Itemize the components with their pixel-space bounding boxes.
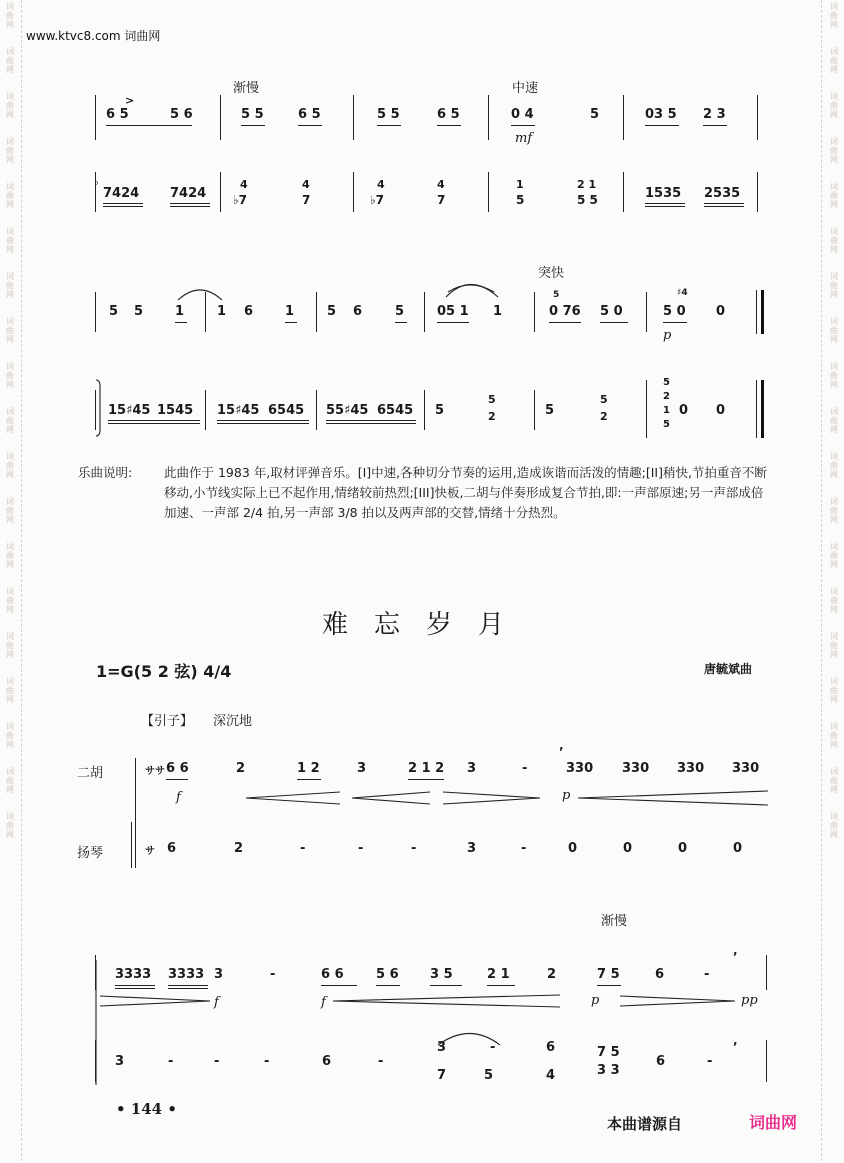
watermark-text: 词曲网 — [829, 227, 839, 254]
note-group: 0 76 — [549, 304, 581, 319]
chord-stack: 5 2 1 5 — [663, 377, 670, 430]
page-number: • 144 • — [116, 1100, 177, 1118]
part-name-erhu: 二胡 — [77, 766, 104, 781]
chord-note: 1 — [516, 178, 524, 191]
note-group: 05 1 — [437, 304, 469, 319]
watermark-text: 词曲网 — [829, 272, 839, 299]
breath-mark: ’ — [733, 950, 738, 964]
dynamic-mark: p — [562, 788, 571, 803]
note: 6 — [353, 304, 363, 319]
dash: - — [521, 841, 527, 856]
chord-note: 4 — [437, 178, 445, 191]
dash: - — [358, 841, 364, 856]
description-text: 此曲作于 1983 年,取材评弹音乐。[I]中速,各种切分节奏的运用,造成诙谐而活泼的情趣;[II]稍快,节拍重音不断移动,小节线实际上已不起作用,情绪较前热烈;[III]快板,二胡与伴奏形成复合节拍,即:一声部原速;另一声部成倍加速、一声部 2/4 拍,另一声部 3/8 拍以及两声部的交替,情绪十分热烈。 — [164, 465, 767, 520]
note: 6 — [546, 1040, 556, 1055]
dash: - — [300, 841, 306, 856]
watermark-text: 词曲网 — [829, 47, 839, 74]
watermark-text: 词曲网 — [5, 227, 15, 254]
dynamic-mark: f — [176, 790, 181, 805]
dynamic-mark: p — [663, 328, 672, 343]
brace — [96, 380, 100, 436]
dash: - — [707, 1054, 713, 1069]
watermark-text: 词曲网 — [829, 452, 839, 479]
dynamic-mark: p — [591, 993, 600, 1008]
watermark-text: 词曲网 — [829, 2, 839, 29]
note: 3 — [115, 1054, 125, 1069]
flat-sign: ♭ — [94, 177, 99, 188]
watermark-text: 词曲网 — [5, 767, 15, 794]
rest: 0 — [623, 841, 633, 856]
key-signature: 1=G(5 2 弦) 4/4 — [96, 662, 232, 681]
watermark-text: 词曲网 — [5, 542, 15, 569]
breath-mark: ’ — [559, 745, 564, 759]
slur — [448, 285, 494, 292]
note: 3 — [357, 761, 367, 776]
dynamic-mark: mf — [515, 131, 533, 146]
note: 5 — [435, 403, 445, 418]
crescendo-hairpin — [333, 995, 560, 1007]
dash: - — [270, 967, 276, 982]
chord-note: ♭7 — [233, 193, 248, 207]
watermark-text: 词曲网 — [5, 722, 15, 749]
dynamic-mark: f — [321, 995, 326, 1010]
note-group: 6 5 — [298, 107, 321, 122]
watermark-text: 词曲网 — [5, 272, 15, 299]
grace-note: 5 — [553, 290, 560, 300]
watermark-text: 词曲网 — [829, 182, 839, 209]
dash: - — [522, 761, 528, 776]
dash: - — [214, 1054, 220, 1069]
watermark-text: 词曲网 — [829, 587, 839, 614]
note-group: 5 0 — [600, 304, 623, 319]
watermark-text: 词曲网 — [829, 317, 839, 344]
note: 6 — [656, 1054, 666, 1069]
note-group: 2535 — [704, 186, 741, 201]
note: 5 — [327, 304, 337, 319]
slur — [178, 290, 222, 300]
source-note: 本曲谱源自 — [607, 1115, 683, 1133]
chord-note: ♭7 — [370, 193, 385, 207]
watermark-text: 词曲网 — [5, 632, 15, 659]
note: 2 — [236, 761, 246, 776]
note-group: 15♯45 — [108, 403, 151, 418]
chord-note: 7 — [302, 193, 311, 207]
note: 5 — [109, 304, 119, 319]
site-logo[interactable]: 词曲网 — [749, 1113, 798, 1132]
chord-note: 5 — [516, 193, 525, 207]
note-group: 6 5 — [437, 107, 460, 122]
watermark-text: 词曲网 — [829, 362, 839, 389]
watermark-text: 词曲网 — [829, 767, 839, 794]
slur — [446, 285, 498, 298]
note: 1 — [175, 304, 185, 319]
note-group: 03 5 — [645, 107, 677, 122]
chord-note: 5 — [488, 393, 496, 406]
note: 3 — [467, 841, 477, 856]
note: 6 — [167, 841, 177, 856]
watermark-text: 词曲网 — [5, 137, 15, 164]
note: 6 — [244, 304, 254, 319]
chord-note: 4 — [302, 178, 310, 191]
dash: - — [704, 967, 710, 982]
watermark-text: 词曲网 — [5, 452, 15, 479]
chord-note: 2 — [488, 410, 496, 423]
note: 5 — [484, 1068, 494, 1083]
watermark-text: 词曲网 — [5, 47, 15, 74]
note: 1 — [217, 304, 227, 319]
key-sign: ♯4 — [677, 288, 688, 298]
note-group: 1 2 — [297, 761, 320, 776]
note-group: 6 6 — [321, 967, 344, 982]
watermark-text: 词曲网 — [5, 812, 15, 839]
note-group: 5 5 — [241, 107, 264, 122]
watermark-text: 词曲网 — [5, 2, 15, 29]
watermark-text: 词曲网 — [5, 677, 15, 704]
diminuendo-hairpin — [620, 996, 735, 1006]
note-group: 330 — [622, 761, 650, 776]
chord-note: 5 — [600, 393, 608, 406]
note: 2 — [547, 967, 557, 982]
tuning-mark: ササ — [145, 766, 165, 777]
note: 6 — [655, 967, 665, 982]
crescendo-hairpin — [578, 791, 768, 805]
note: 5 — [134, 304, 144, 319]
chord-note: 2 — [600, 410, 608, 423]
note: 1 — [493, 304, 503, 319]
dynamic-mark: f — [214, 995, 219, 1010]
note-group: 3333 — [115, 967, 152, 982]
dash: - — [378, 1054, 384, 1069]
chord-note: 4 — [377, 178, 385, 191]
diminuendo-hairpin — [443, 792, 540, 804]
note-group: 6 6 — [166, 761, 189, 776]
note: 4 — [546, 1068, 556, 1083]
note-group: 5 6 — [376, 967, 399, 982]
tempo-mark: 渐慢 — [601, 914, 628, 929]
note: 7 — [437, 1068, 447, 1083]
crescendo-hairpin — [246, 792, 340, 804]
note-group: 330 — [677, 761, 705, 776]
note: 3 — [437, 1040, 447, 1055]
watermark-text: 词曲网 — [5, 497, 15, 524]
watermark-text: 词曲网 — [5, 92, 15, 119]
chord-note: 5 5 — [577, 193, 598, 207]
watermark-text: 词曲网 — [829, 542, 839, 569]
chord-note: 2 1 — [577, 178, 597, 191]
note-group: 3 5 — [430, 967, 453, 982]
note-group: 2 1 — [487, 967, 510, 982]
note: 5 — [395, 304, 405, 319]
rest: 0 — [733, 841, 743, 856]
tempo-mark: 渐慢 — [233, 81, 260, 96]
watermark-text: 词曲网 — [5, 182, 15, 209]
note-group: 330 — [732, 761, 760, 776]
note: 0 — [679, 403, 689, 418]
section-label: 【引子】 — [141, 714, 194, 729]
note-group: 2 1 2 — [408, 761, 445, 776]
watermark-text: 词曲网 — [829, 497, 839, 524]
watermark-text: 词曲网 — [5, 407, 15, 434]
breath-mark: ’ — [733, 1040, 738, 1054]
rest: 0 — [678, 841, 688, 856]
site-header[interactable]: www.ktvc8.com 词曲网 — [26, 29, 161, 43]
note-group: 330 — [566, 761, 594, 776]
note-group: 1545 — [157, 403, 194, 418]
rest: 0 — [568, 841, 578, 856]
song-title: 难忘岁月 — [322, 610, 531, 640]
watermark-text: 词曲网 — [829, 632, 839, 659]
slur — [438, 1034, 500, 1046]
note: 3 — [214, 967, 224, 982]
watermark-text: 词曲网 — [829, 92, 839, 119]
note-group: 7424 — [103, 186, 140, 201]
dash: - — [264, 1054, 270, 1069]
watermark-text: 词曲网 — [5, 362, 15, 389]
watermark-text: 词曲网 — [829, 677, 839, 704]
tuning-mark: サ — [145, 846, 155, 857]
watermark-text: 词曲网 — [829, 812, 839, 839]
note: 6 — [322, 1054, 332, 1069]
note-group: 3 3 — [597, 1063, 620, 1078]
note-group: 5 — [590, 107, 600, 122]
note-group: 5 6 — [170, 107, 193, 122]
note-group: 6545 — [377, 403, 414, 418]
note-group: 15♯45 — [217, 403, 260, 418]
watermark-text: 词曲网 — [5, 317, 15, 344]
dash: - — [168, 1054, 174, 1069]
chord-note: 4 — [240, 178, 248, 191]
note-group: 5 5 — [377, 107, 400, 122]
diminuendo-hairpin — [100, 996, 210, 1006]
note: 0 — [716, 304, 726, 319]
note: 2 — [234, 841, 244, 856]
expression-mark: 深沉地 — [213, 714, 253, 729]
note-group: 7424 — [170, 186, 207, 201]
note: 0 — [716, 403, 726, 418]
tempo-mark: 中速 — [512, 81, 539, 96]
note-group: 0 4 — [511, 107, 534, 122]
note-group: 2 3 — [703, 107, 726, 122]
note-group: 1535 — [645, 186, 682, 201]
dash: - — [490, 1040, 496, 1055]
composer-credit: 唐毓斌曲 — [704, 662, 753, 676]
watermark-text: 词曲网 — [829, 722, 839, 749]
note-group: 5 0 — [663, 304, 686, 319]
watermark-text: 词曲网 — [829, 407, 839, 434]
dynamic-mark: pp — [741, 993, 758, 1008]
note-group: 55♯45 — [326, 403, 369, 418]
watermark-text: 词曲网 — [829, 137, 839, 164]
crescendo-hairpin — [352, 792, 430, 804]
note-group: 7 5 — [597, 967, 620, 982]
note-group: 6545 — [268, 403, 305, 418]
note-group: 7 5 — [597, 1045, 620, 1060]
dash: - — [411, 841, 417, 856]
accent-mark: > — [125, 94, 135, 107]
watermark-text: 词曲网 — [5, 587, 15, 614]
part-name-yangqin: 扬琴 — [77, 846, 104, 861]
note: 1 — [285, 304, 295, 319]
note: 3 — [467, 761, 477, 776]
description-label: 乐曲说明: — [78, 465, 133, 480]
tempo-mark: 突快 — [538, 266, 565, 281]
note: 5 — [545, 403, 555, 418]
note-group: 6 5 — [106, 107, 129, 122]
note-group: 3333 — [168, 967, 205, 982]
chord-note: 7 — [437, 193, 446, 207]
